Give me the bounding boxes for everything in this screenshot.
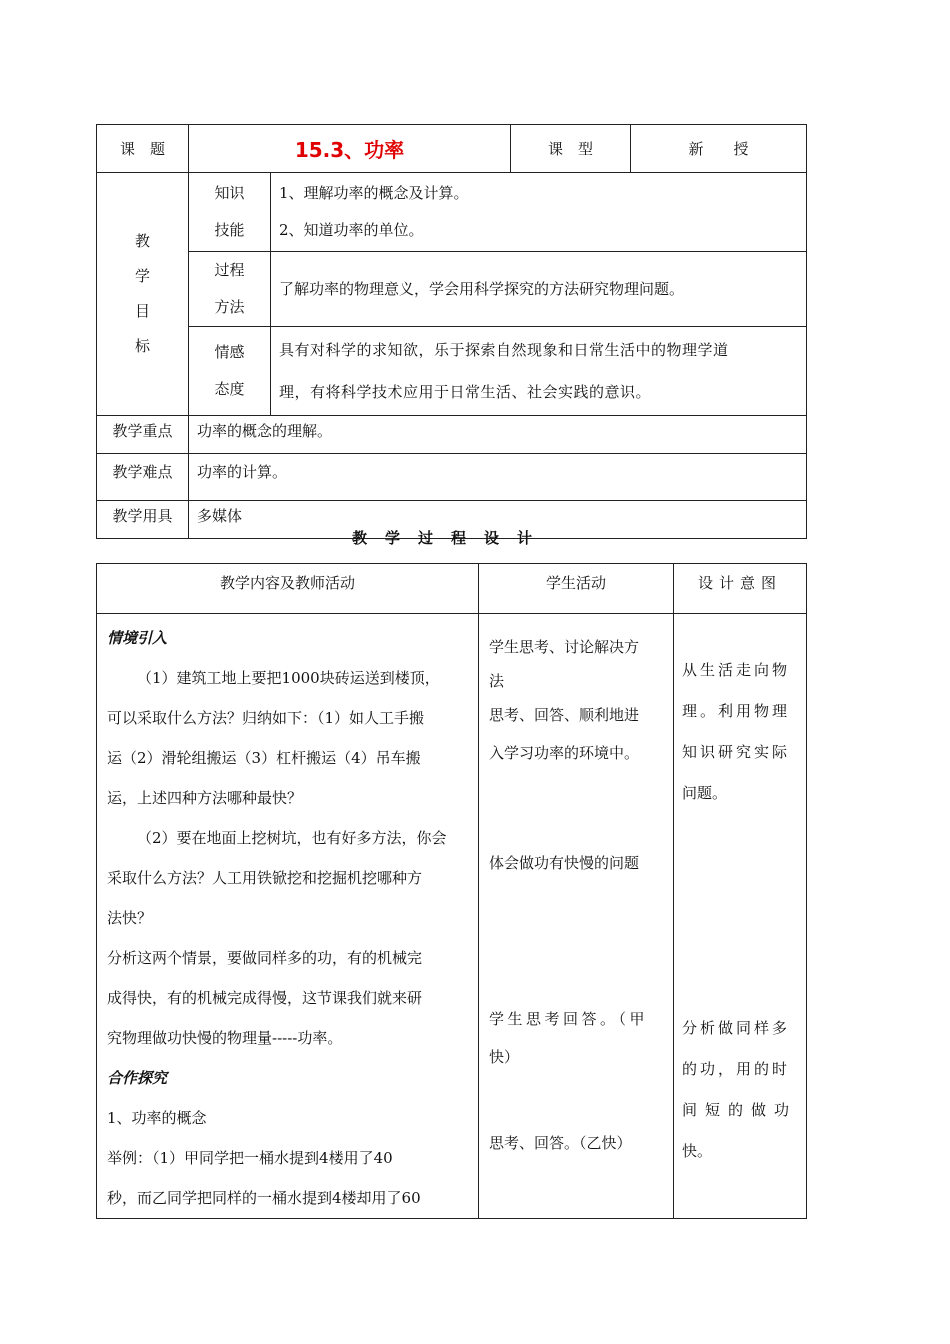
type-value: 新 授 bbox=[631, 125, 807, 173]
label-line: 技能 bbox=[214, 221, 245, 239]
teacher-line: 法快？ bbox=[107, 909, 153, 927]
topic-row bbox=[97, 125, 807, 173]
subsection-title: 合作探究 bbox=[107, 1069, 168, 1087]
goal-label-char: 目 bbox=[134, 302, 150, 320]
label-line: 态度 bbox=[214, 380, 245, 398]
intent-line: 间短的做功 bbox=[682, 1101, 798, 1119]
process-body-row bbox=[97, 614, 807, 1219]
intent-line: 的功，用的时 bbox=[682, 1060, 791, 1078]
intent-line: 从生活走向物 bbox=[682, 661, 791, 679]
teacher-line: 举例：（1）甲同学把一桶水提到4楼用了40 bbox=[107, 1149, 393, 1167]
lesson-title: 15.3、功率 bbox=[189, 125, 511, 173]
section-heading: 教学过程设计 bbox=[351, 529, 550, 547]
intent-line: 快。 bbox=[682, 1142, 713, 1160]
process-header-row bbox=[97, 564, 807, 614]
teacher-line: 1、功率的概念 bbox=[107, 1109, 207, 1127]
teacher-activity-cell bbox=[97, 614, 479, 1219]
intent-line: 理。利用物理 bbox=[682, 702, 791, 720]
student-line: 体会做功有快慢的问题 bbox=[489, 854, 640, 872]
key-point-text: 功率的概念的理解。 bbox=[189, 416, 807, 454]
teacher-line: 运（2）滑轮组搬运（3）杠杆搬运（4）吊车搬 bbox=[107, 749, 421, 767]
emotion-line: 理，有将科学技术应用于日常生活、社会实践的意识。 bbox=[279, 383, 652, 401]
difficulty-row bbox=[97, 454, 807, 501]
goal-label-char: 标 bbox=[134, 337, 150, 355]
intent-line: 问题。 bbox=[682, 784, 728, 802]
student-line: 学生思考、讨论解决方 bbox=[489, 638, 640, 656]
student-line: 入学习功率的环境中。 bbox=[489, 744, 640, 762]
goal-label-char: 教 bbox=[134, 232, 150, 250]
teaching-goal-label bbox=[97, 173, 189, 416]
difficulty-text: 功率的计算。 bbox=[189, 454, 807, 501]
teacher-line: 成得快，有的机械完成得慢，这节课我们就来研 bbox=[107, 989, 423, 1007]
teacher-line: 采取什么方法？人工用铁锨挖和挖掘机挖哪种方 bbox=[107, 869, 423, 887]
emotion-content bbox=[271, 327, 807, 416]
emotion-row bbox=[97, 327, 807, 416]
teacher-line: 可以采取什么方法？归纳如下：（1）如人工手搬 bbox=[107, 709, 425, 727]
teacher-column-header: 教学内容及教师活动 bbox=[97, 564, 479, 614]
process-design-table bbox=[96, 563, 807, 1219]
teacher-line: 究物理做功快慢的物理量-----功率。 bbox=[107, 1029, 343, 1047]
label-line: 知识 bbox=[214, 184, 245, 202]
process-text: 了解功率的物理意义，学会用科学探究的方法研究物理问题。 bbox=[279, 279, 685, 298]
tools-text: 多媒体 bbox=[189, 501, 807, 539]
label-line: 方法 bbox=[214, 298, 245, 316]
emotion-label bbox=[189, 327, 271, 416]
teacher-line: 运，上述四种方法哪种最快？ bbox=[107, 789, 303, 807]
intent-line: 分析做同样多 bbox=[682, 1019, 791, 1037]
emotion-line: 具有对科学的求知欲，乐于探索自然现象和日常生活中的物理学道 bbox=[279, 341, 729, 359]
label-line: 过程 bbox=[214, 261, 245, 279]
type-label: 课 型 bbox=[511, 125, 631, 173]
student-column-header: 学生活动 bbox=[479, 564, 674, 614]
knowledge-line: 1、理解功率的概念及计算。 bbox=[279, 184, 469, 202]
intent-column-header: 设计意图 bbox=[674, 564, 807, 614]
student-activity-cell bbox=[479, 614, 674, 1219]
student-line: 法 bbox=[489, 672, 505, 690]
student-line: 思考、回答、顺利地进 bbox=[489, 706, 640, 724]
process-row bbox=[97, 252, 807, 327]
teacher-line: 分析这两个情景，要做同样多的功，有的机械完 bbox=[107, 949, 423, 967]
tools-label: 教学用具 bbox=[97, 501, 189, 539]
knowledge-label bbox=[189, 173, 271, 252]
label-line: 情感 bbox=[214, 343, 245, 361]
goal-label-char: 学 bbox=[134, 267, 150, 285]
student-line: 快） bbox=[489, 1048, 520, 1066]
knowledge-content bbox=[271, 173, 807, 252]
difficulty-label: 教学难点 bbox=[97, 454, 189, 501]
intent-line: 知识研究实际 bbox=[682, 743, 791, 761]
teacher-line: 秒，而乙同学把同样的一桶水提到4楼却用了60 bbox=[107, 1189, 421, 1207]
key-point-row bbox=[97, 416, 807, 454]
lesson-info-table bbox=[96, 124, 807, 539]
design-intent-cell bbox=[674, 614, 807, 1219]
knowledge-line: 2、知道功率的单位。 bbox=[279, 221, 424, 239]
teacher-line: （1）建筑工地上要把1000块砖运送到楼顶， bbox=[137, 669, 440, 687]
process-label bbox=[189, 252, 271, 327]
knowledge-row bbox=[97, 173, 807, 252]
topic-label: 课 题 bbox=[97, 125, 189, 173]
subsection-title: 情境引入 bbox=[107, 629, 168, 647]
key-point-label: 教学重点 bbox=[97, 416, 189, 454]
student-line: 思考、回答。（乙快） bbox=[489, 1134, 632, 1152]
process-content bbox=[271, 252, 807, 327]
student-line: 学生思考回答。（甲 bbox=[489, 1010, 649, 1028]
teacher-line: （2）要在地面上挖树坑，也有好多方法，你会 bbox=[137, 829, 447, 847]
